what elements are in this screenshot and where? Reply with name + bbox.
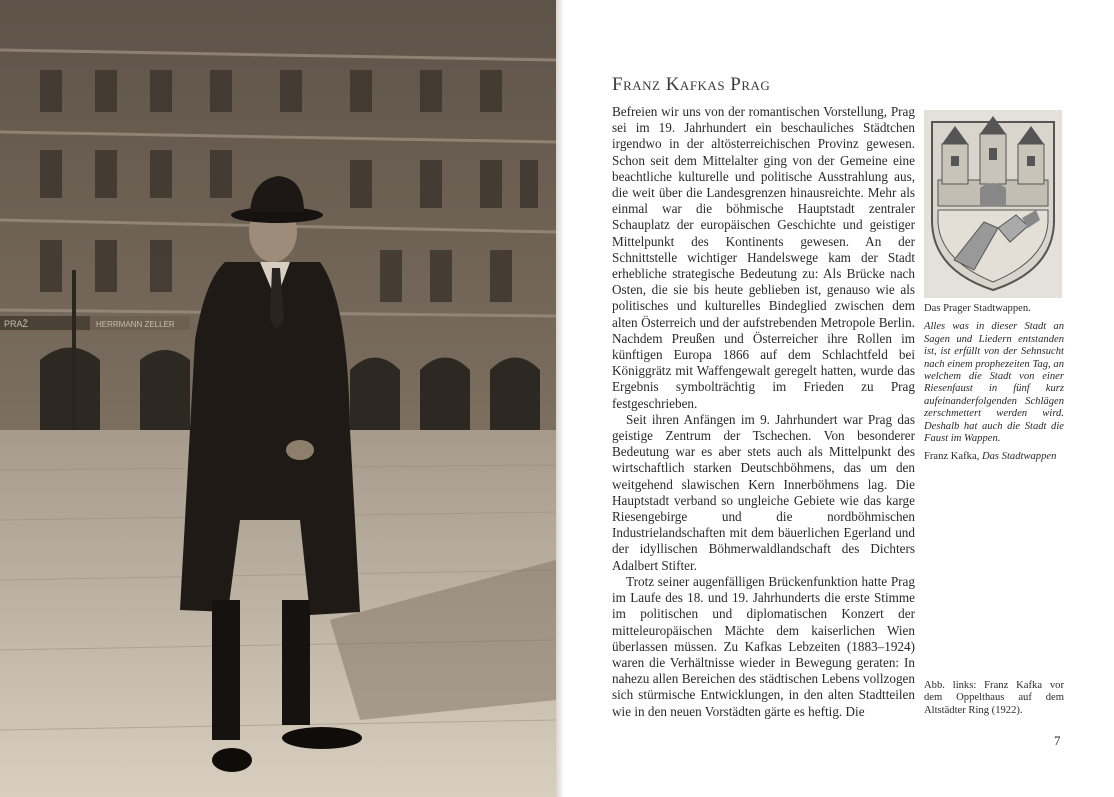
sidebar-caption: [924, 303, 1064, 464]
paragraph-2: Seit ihren Anfängen im 9. Jahrhundert war Prag das geistige Zentrum der Tschechen. Von besonderer Bedeutung war es aber stets auch als Mittelpunkt des wirtschaftlich starken Deutschböhmens, das um den weitgehend slawischen Kern Innerböhmens lag. Die Hauptstadt verband so ungleiche Gebiete wie das karge Riesengebirge und die nordböhmischen Industrielandschaften mit dem bäuerlichen Egerland und der idyllischen Böhmerwaldlandschaft des Dichters Adalbert Stifter.: [612, 411, 915, 573]
shop-sign-right: HERRMANN ZELLER: [96, 320, 175, 329]
page-gutter: [556, 0, 564, 797]
page-number: 7: [1054, 733, 1061, 748]
prague-coat-of-arms: [924, 110, 1062, 298]
quote-author: Franz Kafka,: [924, 451, 980, 463]
photo-caption: Abb. links: Franz Kafka vor dem Oppelthaus auf dem Altstädter Ring (1922).: [924, 680, 1064, 716]
paragraph-1: Befreien wir uns von der romantischen Vorstellung, Prag sei im 19. Jahrhundert ein beschauliches Städtchen irgendwo in der altösterreichischen Provinz gewesen. Schon seit dem Mittelalter ging von der Gemeine eine beachtliche kulturelle und politische Ausstrahlung aus, die weit über die Landesgrenzen hinausreichte. Mehr als einmal war die böhmische Hauptstadt zentraler Schauplatz der europäischen Geschichte und geistiger Mittelpunkt des Kontinents gewesen. An der Schnittstelle wichtiger Handelswege kam der Stadt erhebliche strategische Bedeutung zu: Als Brücke nach Osten, die sie bis heute geblieben ist, genauso wie als politisches und kulturelles Bindeglied zwischen dem alten Österreich und der aufstrebenden Metropole Berlin. Nachdem Preußen und Österreicher ihre Rollen im künftigen Europa 1866 auf dem Schlachtfeld bei Königgrätz mit Waffengewalt geregelt hatten, wurde das Ergebnis symbolträchtig im Frieden zu Prag festgeschrieben.: [612, 104, 915, 411]
page-title: Franz Kafkas Prag: [612, 74, 771, 95]
kafka-quote: Alles was in dieser Stadt an Sagen und Liedern entstanden ist, ist erfüllt von der Sehnsucht nach einem prophezeiten Tag, an welchem die Stadt von einer Riesenfaust in fünf kurz aufeinanderfolgenden Schlägen zerschmettert werden wird. Deshalb hat auch die Stadt die Faust im Wappen.: [924, 321, 1064, 445]
shop-sign-left: PRAŽ: [4, 319, 29, 329]
crest-caption: Das Prager Stadtwappen.: [924, 303, 1031, 314]
kafka-photograph: [0, 0, 556, 797]
quote-source: Das Stadtwappen: [981, 451, 1057, 463]
paragraph-3: Trotz seiner augenfälligen Brückenfunktion hatte Prag im Laufe des 18. und 19. Jahrhunderts die erste Stimme im politischen und diplomatischen Konzert der mitteleuropäischen Mächte dem kaiserlichen Wien überlassen müssen. Zu Kafkas Lebzeiten (1883–1924) waren die Verhältnisse wieder in Bewegung geraten: In nahezu allen Bereichen des städtischen Lebens vollzogen sich stürmische Entwicklungen, in den alten Stadtteilen wie in den neuen Vorstädten gärte es heftig. Die: [612, 573, 915, 719]
quote-attribution: [924, 451, 1064, 463]
main-text-column: [612, 104, 915, 720]
